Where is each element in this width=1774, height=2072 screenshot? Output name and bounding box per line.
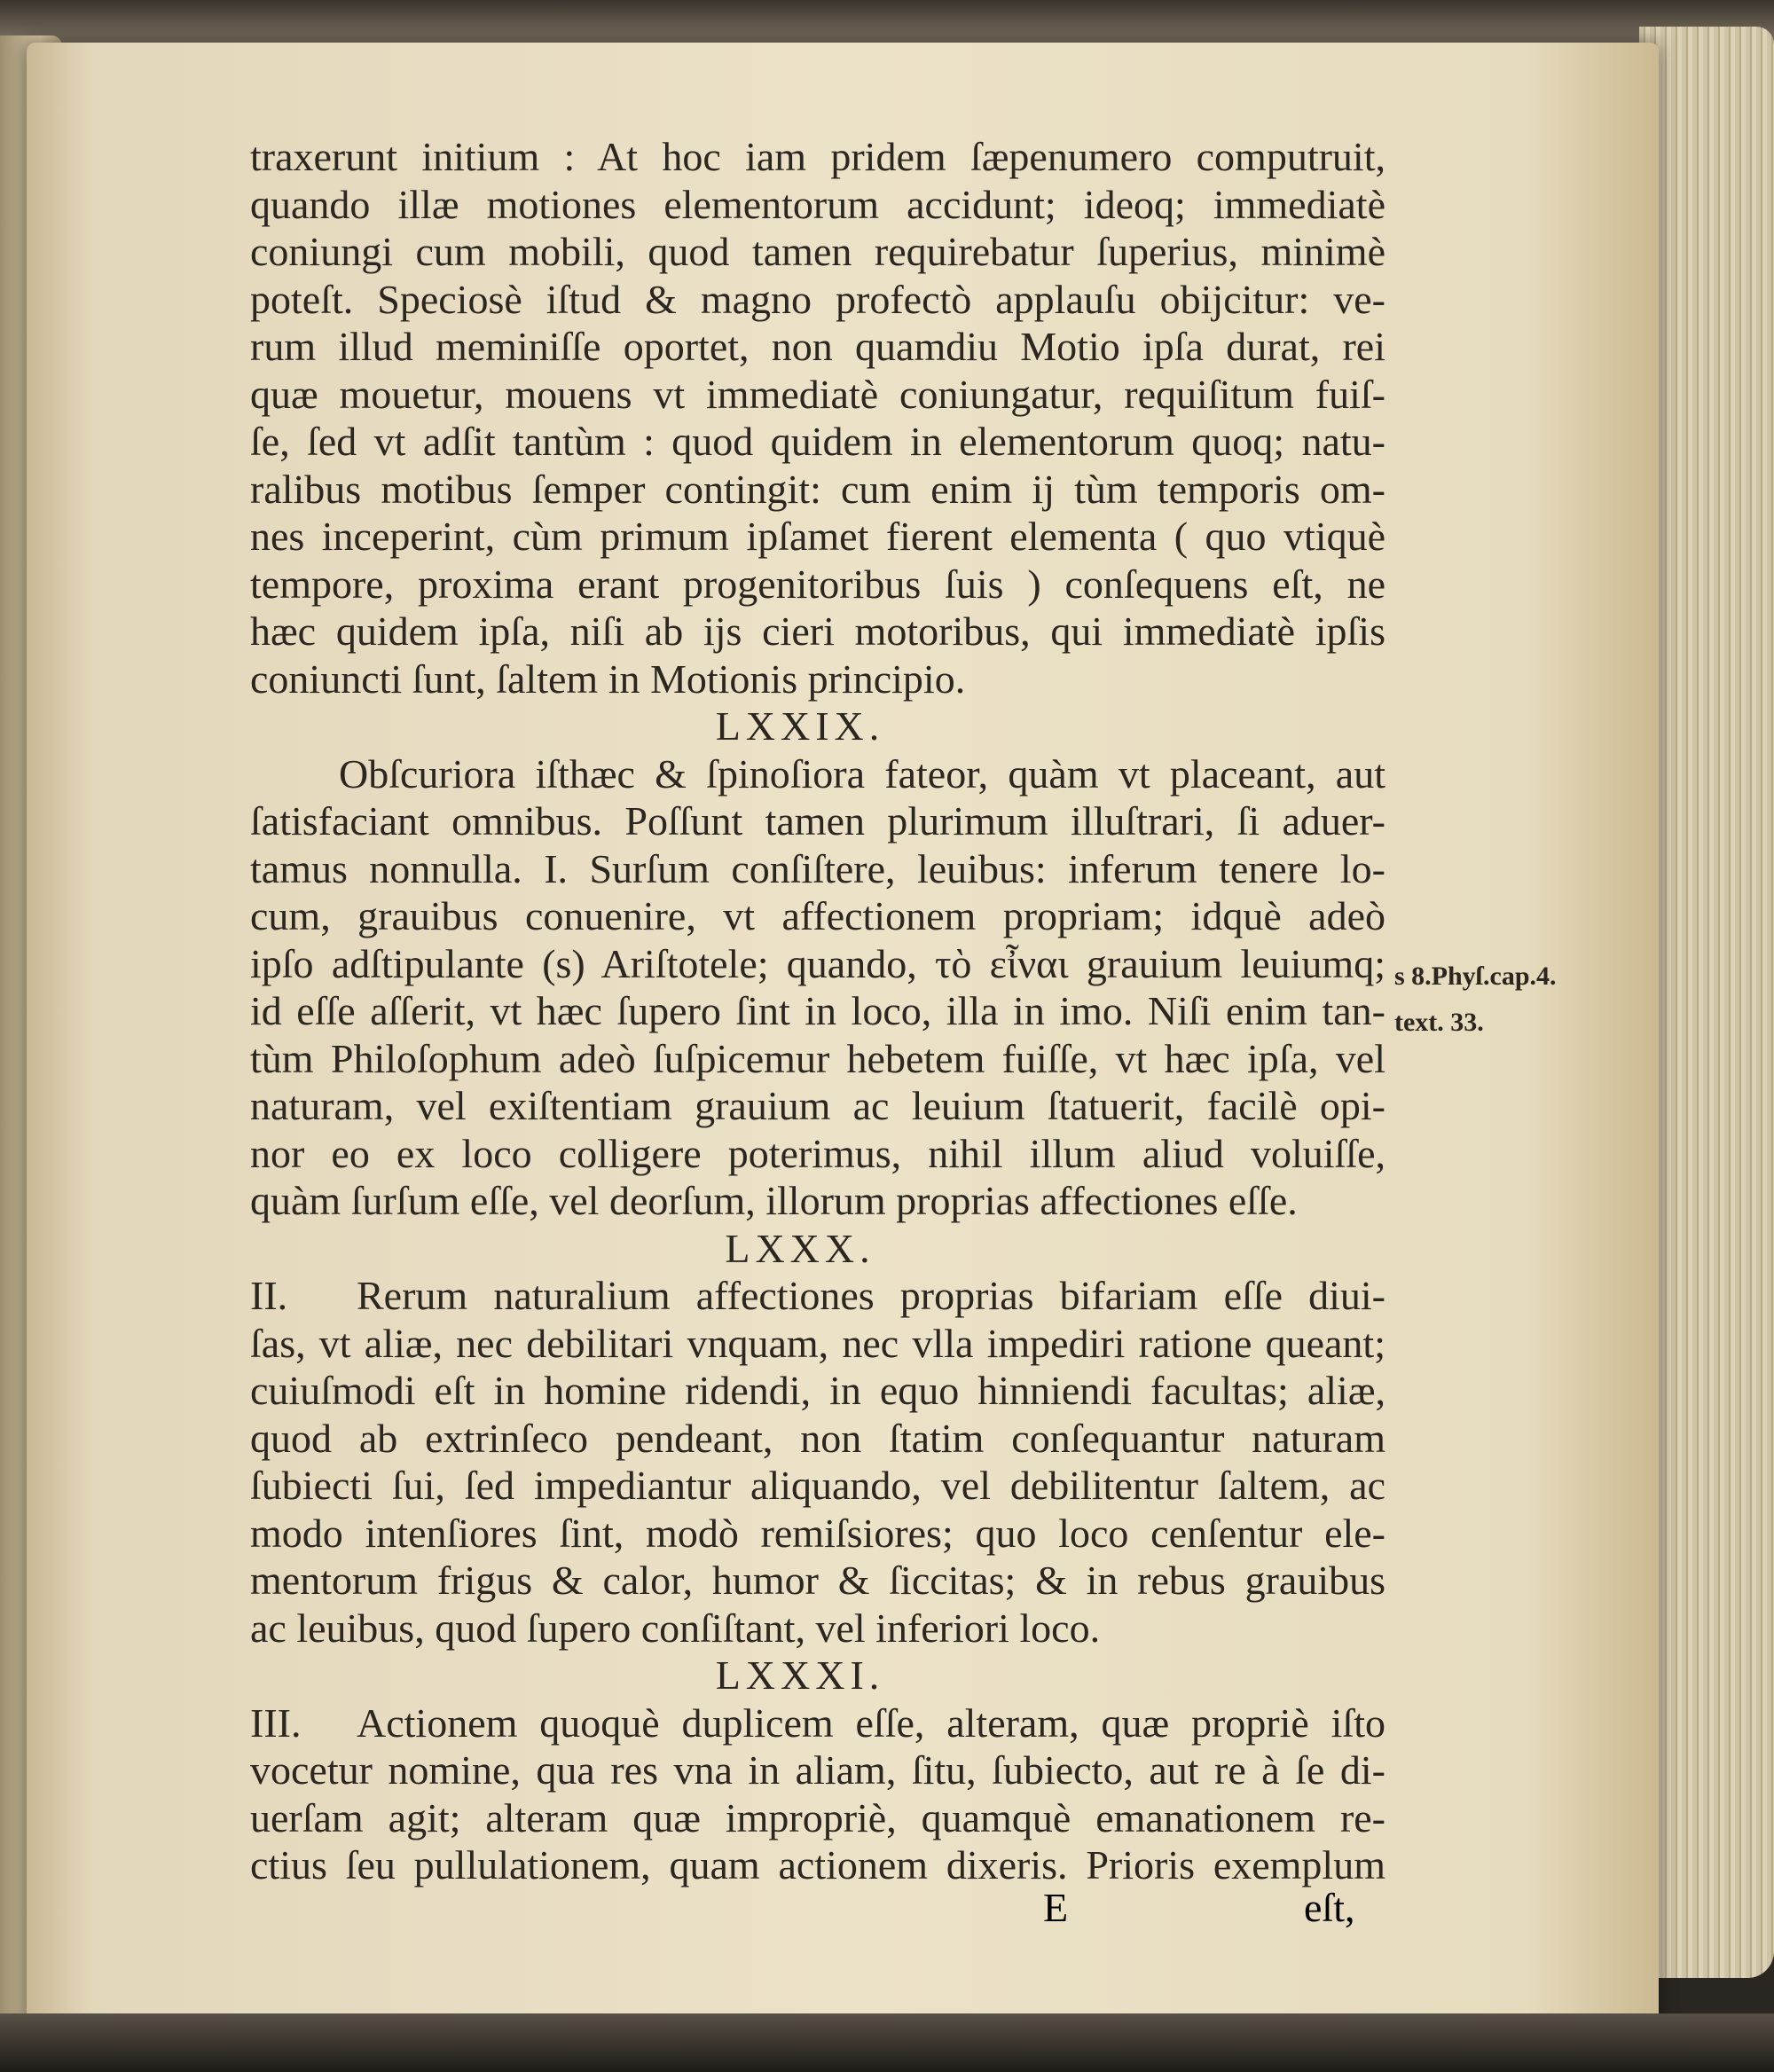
text-line: nor eo ex loco colligere poterimus, nihil illum aliud voluiſſe, (250, 1130, 1385, 1176)
text-line: id eſſe aſſerit, vt hæc ſupero ſint in loco, illa in imo. Niſi enim tan- (250, 988, 1385, 1033)
page-stack-edges (1639, 27, 1774, 1978)
text-line: ralibus motibus ſemper contingit: cum enim ij tùm temporis om- (250, 466, 1385, 512)
text-line: ſas, vt aliæ, nec debilitari vnquam, nec vlla impediri ratione queant; (250, 1320, 1385, 1366)
text-line: quando illæ motiones elementorum accidunt; ideoq; immediatè (250, 181, 1385, 227)
text-line: hæc quidem ipſa, niſi ab ijs cieri motoribus, qui immediatè ipſis (250, 608, 1385, 654)
book-bottom-edge (0, 2013, 1774, 2072)
text-line: quæ mouetur, mouens vt immediatè coniungatur, requiſitum fuiſ- (250, 371, 1385, 417)
text-line: ſe, ſed vt adſit tantùm : quod quidem in elementorum quoq; natu- (250, 419, 1385, 464)
text-line: modo intenſiores ſint, modò remiſsiores; quo loco cenſentur ele- (250, 1510, 1385, 1556)
text-line-content: Rerum naturalium affectiones proprias bifariam eſſe diui- (357, 1273, 1385, 1318)
text-line: cuiuſmodi eſt in homine ridendi, in equo hinniendi facultas; aliæ, (250, 1368, 1385, 1413)
section-heading-81: LXXXI. (715, 1652, 885, 1698)
paragraph-4 (250, 1699, 1385, 1889)
text-line: coniuncti ſunt, ſaltem in Motionis principio. (250, 655, 966, 702)
text-line: rum illud meminiſſe oportet, non quamdiu Motio ipſa durat, rei (250, 324, 1385, 369)
catchword: eſt, (1304, 1885, 1355, 1930)
text-line-first (250, 1272, 1385, 1320)
text-line: nes inceperint, cùm primum ipſamet fierent elementa ( quo vtiquè (250, 514, 1385, 559)
text-line: poteſt. Speciosè iſtud & magno profectò applauſu obijcitur: ve- (250, 276, 1385, 322)
paragraph-1 (250, 133, 1385, 702)
text-line: cum, grauibus conuenire, vt affectionem propriam; idquè adeò (250, 893, 1385, 938)
text-line: mentorum frigus & calor, humor & ſiccitas; & in rebus grauibus (250, 1558, 1385, 1603)
text-line: ſubiecti ſui, ſed impediantur aliquando, vel debilitentur ſaltem, ac (250, 1463, 1385, 1508)
text-line: quod ab extrinſeco pendeant, non ſtatim conſequantur naturam (250, 1415, 1385, 1461)
section-heading-79: LXXIX. (715, 703, 885, 749)
page-text (250, 133, 1385, 1889)
section-number: III. (250, 1699, 302, 1746)
text-line: traxerunt initium : At hoc iam pridem ſæpenumero computruit, (250, 134, 1385, 179)
margin-note-text: text. 33. (1394, 1008, 1484, 1037)
text-line: ac leuibus, quod ſupero conſiſtant, vel inferiori loco. (250, 1605, 1101, 1651)
text-line: tamus nonnulla. I. Surſum conſiſtere, leuibus: inferum tenere lo- (250, 845, 1385, 891)
text-line: coniungi cum mobili, quod tamen requirebatur ſuperius, minimè (250, 229, 1385, 274)
signature-mark: E (1043, 1885, 1069, 1930)
text-line: ſatisfaciant omnibus. Poſſunt tamen plurimum illuſtrari, ſi aduer- (250, 798, 1385, 844)
text-line: vocetur nomine, qua res vna in aliam, ſitu, ſubiecto, aut re à ſe di- (250, 1747, 1385, 1793)
paragraph-3 (250, 1272, 1385, 1652)
text-line: uerſam agit; alteram quæ impropriè, quamquè emanationem re- (250, 1794, 1385, 1840)
section-number: II. (250, 1273, 288, 1318)
text-line: Obſcuriora iſthæc & ſpinoſiora fateor, quàm vt placeant, aut (339, 750, 1385, 797)
text-line: quàm ſurſum eſſe, vel deorſum, illorum proprias affectiones eſſe. (250, 1178, 1298, 1223)
text-line: ipſo adſtipulante (s) Ariſtotele; quando, τὸ εἶναι grauium leuiumq; (250, 940, 1385, 986)
text-line: tempore, proxima erant progenitoribus ſuis ) conſequens eſt, ne (250, 561, 1385, 607)
text-line: tùm Philoſophum adeò ſuſpicemur hebetem fuiſſe, vt hæc ipſa, vel (250, 1035, 1385, 1081)
section-heading-80: LXXX. (725, 1225, 875, 1271)
text-line: naturam, vel exiſtentiam grauium ac leuium ſtatuerit, facilè opi- (250, 1083, 1385, 1128)
text-line-first (250, 1699, 1385, 1747)
text-line-content: Actionem quoquè duplicem eſſe, alteram, quæ propriè iſto (357, 1699, 1385, 1746)
paragraph-2 (250, 750, 1385, 1225)
text-line: ctius ſeu pullulationem, quam actionem dixeris. Prioris exemplum (250, 1842, 1385, 1888)
margin-note-reference: s 8.Phyſ.cap.4. (1394, 961, 1557, 991)
